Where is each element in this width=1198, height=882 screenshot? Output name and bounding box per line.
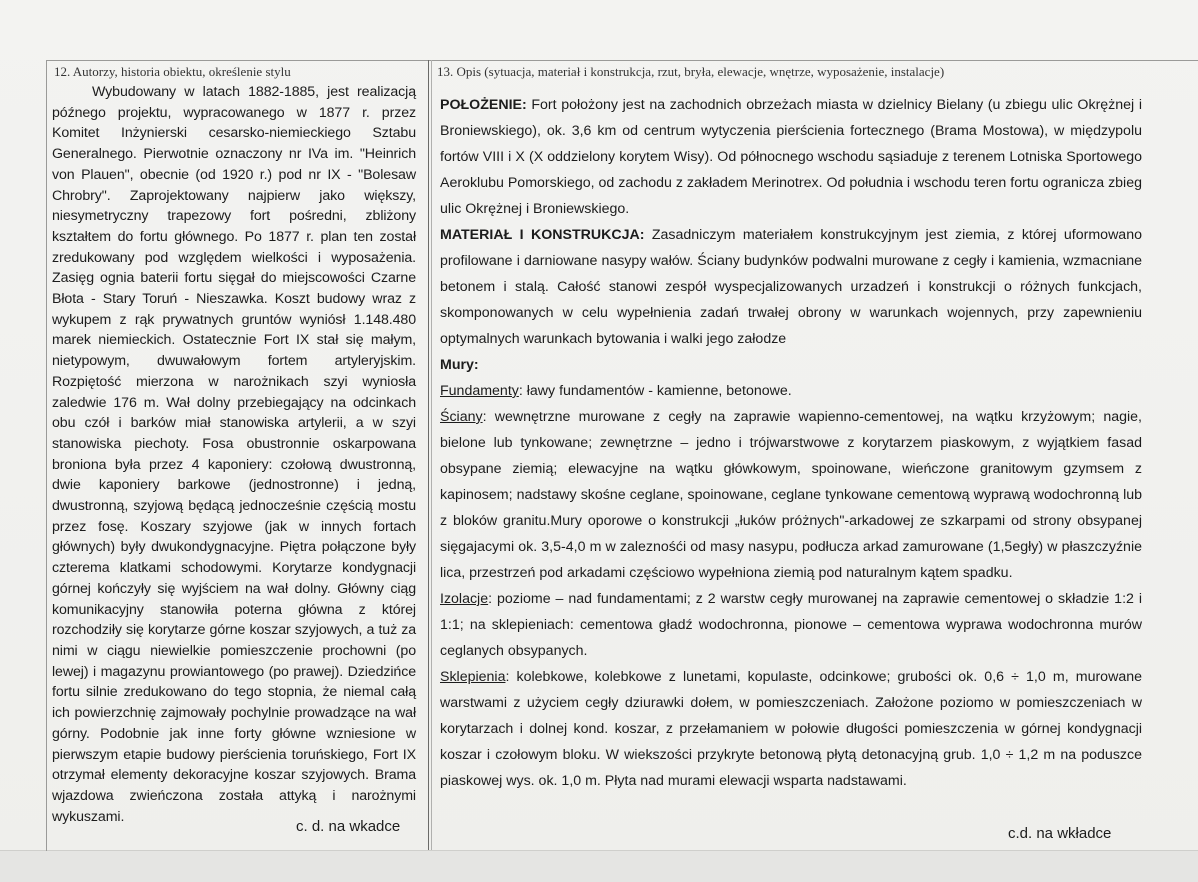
material-label: MATERIAŁ I KONSTRUKCJA: (440, 227, 645, 243)
fundamenty-text: : ławy fundamentów - kamienne, betonowe. (518, 383, 792, 399)
column-divider (428, 60, 429, 850)
sklepienia-label: Sklepienia (440, 669, 506, 685)
izolacje-text: : poziome – nad fundamentami; z 2 warstw cegły murowanej na zaprawie cementowej o składzie 1:2 i 1:1; na sklepieniach: cementowa gładź wodochronna, pionowe – cementowa wyprawa wodochronna murów ceglanych obsypanych. (440, 591, 1142, 659)
izolacje-paragraph (440, 586, 1142, 664)
sciany-text: : wewnętrzne murowane z cegły na zaprawie wapienno-cementowej, na wątku krzyżowym; nagie, bielone lub tynkowane; zewnętrzne – jedno i trójwarstwowe z korytarzem piaskowym, z wyjątkiem fasad obsypane ziemią; elewacyjne na wątku główkowym, spoinowane, wieńczone granitowym gzymsem z kapinosem; nadstawy skośne ceglane, spoinowane, ceglane tynkowane cementową wyprawą wodochronną lub z bloków granitu.Mury oporowe o konstrukcji „łuków próżnych"-arkadowej ze szkarpami od strony obsypanej sięgajacymi ok. 3,5-4,0 m w zaleznośći od masy nasypu, podłucza arkad zamurowane (1,5egły) w płaszczyźnie lica, przestrzeń pod arkadami częściowo wypełniona ziemią pod naturalnym kątem spadku. (440, 409, 1142, 581)
material-paragraph (440, 222, 1142, 352)
column-divider-secondary (431, 60, 432, 850)
section-13-body (440, 92, 1142, 794)
section-12-heading: 12. Autorzy, historia obiektu, określenie stylu (54, 64, 291, 79)
mury-label: Mury: (440, 357, 479, 373)
fundamenty-label: Fundamenty (440, 383, 519, 399)
section-12-continuation: c. d. na wkadce (296, 818, 401, 835)
polozenie-label: POŁOŻENIE: (440, 97, 527, 113)
fundamenty-paragraph (440, 378, 1142, 404)
polozenie-paragraph (440, 92, 1142, 222)
section-12-body: Wybudowany w latach 1882-1885, jest realizacją późnego projektu, wypracowanego w 1877 r. przez Komitet Inżynierski cesarsko-niemieckiego Sztabu Generalnego. Pierwotnie oznaczony nr IVa im. "Heinrich von Plauen", obecnie (od 1920 r.) pod nr IX - "Bolesaw Chrobry". Zaprojektowany najpierw jako większy, niesymetryczny trapezowy fort pośredni, zbliżony kształtem do fortu głównego. Po 1877 r. plan ten został zredukowany pod względem wielkości i wyposażenia. Zasięg ognia baterii fortu sięgał do miejscowości Czarne Błota - Stary Toruń - Nieszawka. Koszt budowy wraz z wykupem z rąk prywatnych gruntów wyniósł 1.148.480 marek niemieckich. Ostatecznie Fort IX stał się małym, nietypowym, dwuwałowym fortem artyleryjskim. Rozpiętość mierzona w narożnikach szyi wyniosła zaledwie 176 m. Wał dolny przebiegający na odcinkach obu czół i barków miał stanowiska artylerii, a w szyi stanowiska piechoty. Fosa obustronnie oskarpowana broniona była przez 4 kaponiery: czołową dwustronną, dwie kaponiery barkowe (jednostronne) i jedną, dwustronną, szyjową będącą jednocześnie częścią mostu przez fosę. Koszary szyjowe (jak w innych fortach głównych) były dwukondygnacyjne. Piętra połączone były czterema klatkami schodowymi. Korytarze kondygnacji górnej kończyły się wyjściem na wał dolny. Główny ciąg komunikacyjny stanowiła poterna główna z której rozchodziły się korytarze górne koszar szyjowych, a tuż za nimi w ciągu niewielkie pomieszczenie prochowni (po lewej) i magazynu prowiantowego (po prawej). Dziedzińce fortu silnie zredukowano do tego stopnia, że niemal całą ich powierzchnię zajmowały pochylnie prowadzące na wał górny. Podobnie jak inne forty główne wzniesione w pierwszym etapie budowy pierścienia toruńskiego, Fort IX otrzymał elementy dekoracyjne koszar szyjowych. Brama wjazdowa zwieńczona została attyką i narożnymi wykuszami. (52, 84, 416, 825)
section-13-continuation: c.d. na wkładce (1008, 825, 1112, 842)
section-13-heading: 13. Opis (sytuacja, materiał i konstrukcja, rzut, bryła, elewacje, wnętrze, wyposażenie, instalacje) (437, 64, 945, 79)
sciany-label: Ściany (440, 409, 483, 425)
izolacje-label: Izolacje (440, 591, 489, 607)
polozenie-text: Fort położony jest na zachodnich obrzeżach miasta w dzielnicy Bielany (u zbiegu ulic Okrężnej i Broniewskiego), ok. 3,6 km od centrum wytyczenia pierścienia fortecznego (Brama Mostowa), w międzypolu fortów VIII i X (X oddzielony korytem Wisy). Od północnego wschodu sąsiaduje z terenem Lotniska Sportowego Aeroklubu Pomorskiego, od zachodu z zakładem Merinotrex. Od południa i wschodu teren fortu ogranicza zbieg ulic Okrężnej i Broniewskiego. (440, 97, 1142, 217)
sciany-paragraph (440, 404, 1142, 586)
sklepienia-text: : kolebkowe, kolebkowe z lunetami, kopulaste, odcinkowe; grubości ok. 0,6 ÷ 1,0 m, murowane warstwami z użyciem cegły dziurawki dołem, w pomieszczeniach. Założone poziomo w pomieszczeniach w korytarzach i dolnej kond. koszar, z przełamaniem w połowie długości pomieszczenia w górnej kondygnacji koszar i czołowym bloku. W wiekszości przykryte betonową płytą detonacyjną grub. 1,0 ÷ 1,2 m na poduszce piaskowej wys. ok. 1,0 m. Płyta nad murami elewacji wsparta nadstawami. (440, 669, 1142, 789)
mury-heading-paragraph (440, 352, 1142, 378)
material-text: Zasadniczym materiałem konstrukcyjnym jest ziemia, z której uformowano profilowane i darniowane nasypy wałów. Ściany budynków podwalni murowane z cegły i kamienia, wzmacniane betonem i stalą. Całość stanowi zespół wyspecjalizowanych urzadzeń i konstrukcji o różnych funkcjach, skomponowanych w celu wypełnienia zadań trwałej obrony w warunkach wojennych, przy zapewnieniu optymalnych warunkach bytowania i walki jego załodze (440, 227, 1142, 347)
sklepienia-paragraph (440, 664, 1142, 794)
scan-bottom-edge (0, 850, 1198, 882)
